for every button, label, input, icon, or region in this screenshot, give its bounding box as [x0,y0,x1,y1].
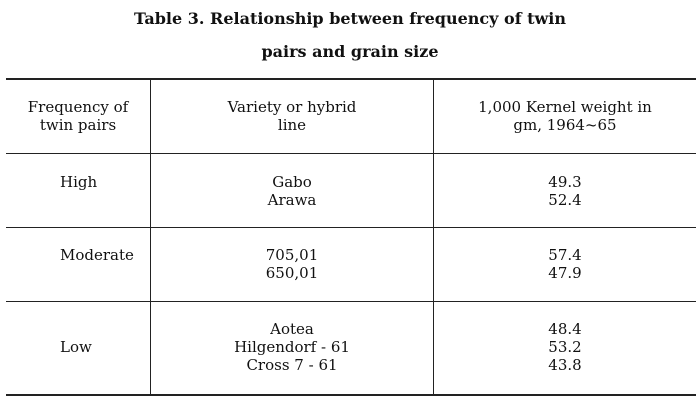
header-frequency-line-2: twin pairs [39,116,117,134]
group-divider [6,227,696,228]
caption-line-2: pairs and grain size [261,42,439,61]
frequency-cell: High [60,173,98,191]
kernel-weight-value: 57.4 [548,246,582,264]
variety-name: Gabo [272,173,312,191]
kernel-weight-cell [434,320,696,374]
kernel-weight-cell [434,246,696,282]
header-rule [6,153,696,154]
frequency-cell: Moderate [60,246,134,264]
variety-name: Arawa [267,191,317,209]
header-frequency [6,98,150,134]
top-rule [6,78,696,80]
kernel-weight-value: 49.3 [548,173,582,191]
kernel-weight-value: 48.4 [548,320,582,338]
group-divider [6,301,696,302]
variety-cell [151,320,433,374]
bottom-rule [6,394,696,396]
variety-name: Hilgendorf - 61 [234,338,350,356]
caption-line-1: Table 3. Relationship between frequency of twin [133,9,567,28]
kernel-weight-value: 52.4 [548,191,582,209]
header-kernel-weight [434,98,696,134]
kernel-weight-value: 47.9 [548,264,582,282]
variety-name: Cross 7 - 61 [246,356,338,374]
header-variety-line-2: line [277,116,307,134]
frequency-cell: Low [60,338,92,356]
kernel-weight-value: 53.2 [548,338,582,356]
kernel-weight-value: 43.8 [548,356,582,374]
header-variety [151,98,433,134]
variety-name: Aotea [270,320,314,338]
variety-cell [151,173,433,209]
header-frequency-line-1: Frequency of [27,98,129,116]
variety-name: 650,01 [265,264,319,282]
header-variety-line-1: Variety or hybrid [227,98,357,116]
variety-name: 705,01 [265,246,319,264]
variety-cell [151,246,433,282]
kernel-weight-cell [434,173,696,209]
header-kernel-weight-line-1: 1,000 Kernel weight in [478,98,652,116]
header-kernel-weight-line-2: gm, 1964~65 [513,116,617,134]
